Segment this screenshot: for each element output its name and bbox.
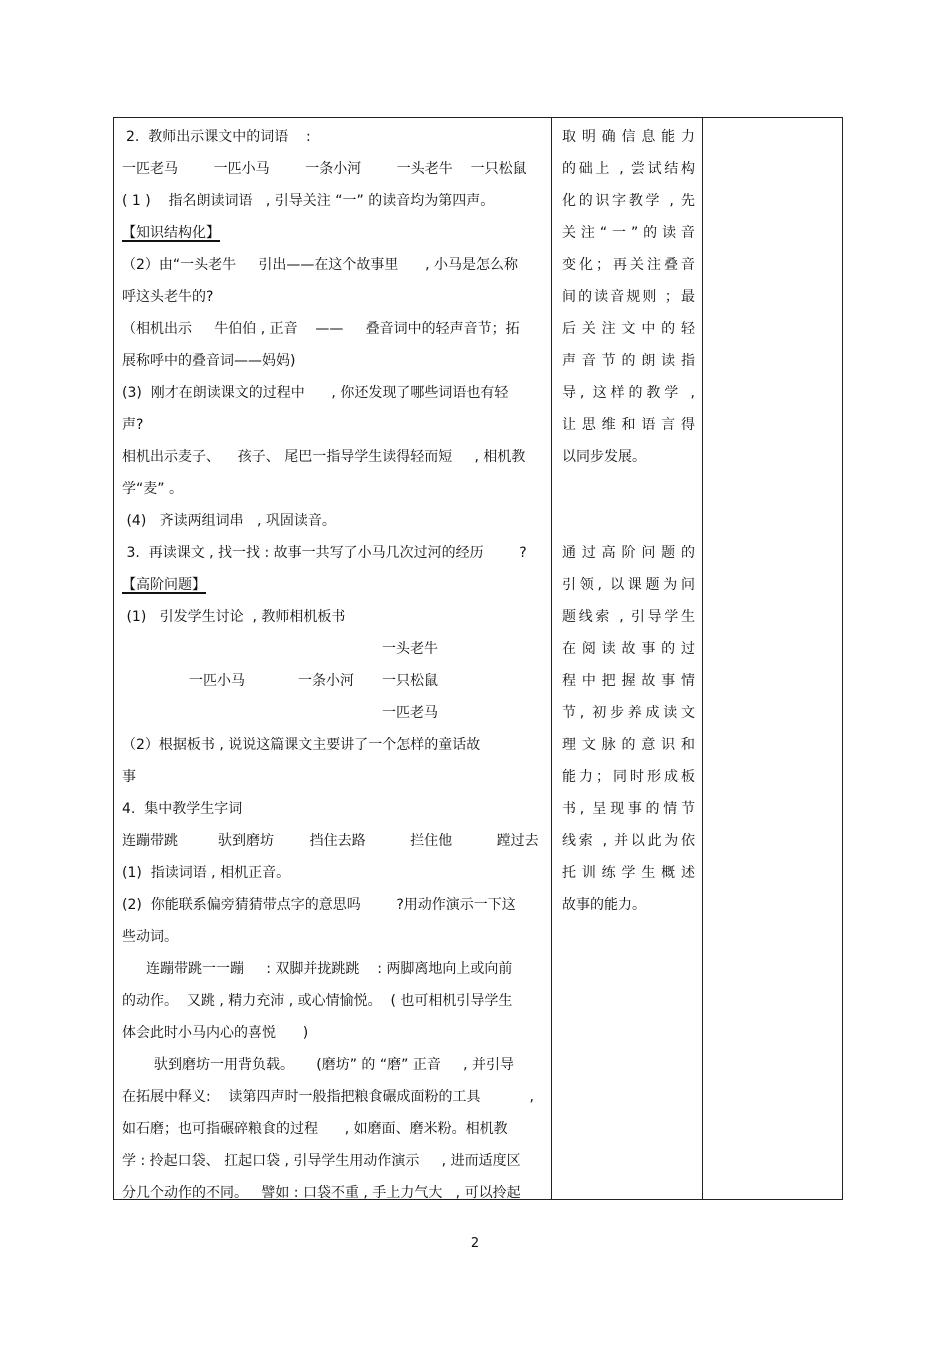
text-line: 一匹老马 — [382, 705, 438, 721]
page-number: 2 — [470, 1236, 480, 1251]
text-line: 呼这头老牛的? — [122, 289, 214, 305]
design-note-line: 引领, 以课题为问 — [562, 577, 695, 593]
text-line: 驮到磨坊一用背负载。 (磨坊” 的 “磨” 正音 , 并引导 — [154, 1057, 514, 1073]
design-note-line: 通过高阶问题的 — [562, 545, 695, 561]
design-note-line: 以同步发展。 — [562, 449, 646, 465]
text-line: 事 — [122, 769, 136, 785]
column-divider — [702, 118, 703, 1199]
text-line: 在拓展中释义: 读第四声时一般指把粮食碾成面粉的工具 , — [122, 1089, 534, 1105]
text-line: (1) 指读词语 , 相机正音。 — [122, 865, 291, 881]
text-line: (2) 你能联系偏旁猜猜带点字的意思吗 ?用动作演示一下这 — [122, 897, 516, 913]
text-line: (1) 引发学生讨论 , 教师相机板书 — [122, 609, 346, 625]
design-note-line: 化的识字教学 , 先 — [562, 193, 695, 209]
text-line: 连蹦带跳 驮到磨坊 挡住去路 拦住他 蹚过去 — [122, 833, 539, 849]
text-line: 一只松鼠 — [382, 673, 438, 689]
text-line: （2）由“一头老牛 引出——在这个故事里 , 小马是怎么称 — [122, 257, 519, 273]
section-heading: 【知识结构化】 — [122, 225, 220, 241]
text-line: 展称呼中的叠音词——妈妈) — [122, 353, 296, 369]
design-note-line: 关注“一”的读音 — [562, 225, 695, 241]
text-line: （2）根据板书 , 说说这篇课文主要讲了一个怎样的童话故 — [122, 737, 481, 753]
text-line: 体会此时小马内心的喜悦 ) — [122, 1025, 309, 1041]
column-divider — [551, 118, 552, 1199]
design-note-line: 间的读音规则 ；最 — [562, 289, 695, 305]
design-note-line: 题线索 , 引导学生 — [562, 609, 695, 625]
design-note-line: 导, 这样的教学 , — [562, 385, 695, 401]
text-line: 4. 集中教学生字词 — [122, 801, 243, 817]
text-line: (3) 刚才在朗读课文的过程中 , 你还发现了哪些词语也有轻 — [122, 385, 509, 401]
text-line: 分几个动作的不同。 譬如 : 口袋不重 , 手上力气大 , 可以拎起 — [122, 1185, 521, 1201]
design-note-line: 程中把握故事情 — [562, 673, 695, 689]
text-line: 学“麦” 。 — [122, 481, 183, 497]
design-note-line: 的础上 , 尝试结构 — [562, 161, 695, 177]
text-line: （相机出示 牛伯伯 , 正音 —— 叠音词中的轻声音节；拓 — [122, 321, 520, 337]
design-note-line: 变化；再关注叠音 — [562, 257, 695, 273]
design-note-line: 故事的能力。 — [562, 897, 646, 913]
design-note-line: 节, 初步养成读文 — [562, 705, 695, 721]
text-line: 一头老牛 — [382, 641, 438, 657]
text-line: 一条小河 — [298, 673, 354, 689]
design-note-line: 书, 呈现事的情节 — [562, 801, 695, 817]
design-note-line: 能力；同时形成板 — [562, 769, 695, 785]
text-line: 学 : 拎起口袋、 扛起口袋 , 引导学生用动作演示 , 进而适度区 — [122, 1153, 521, 1169]
text-line: 声? — [122, 417, 144, 433]
text-line: 一匹小马 — [189, 673, 245, 689]
design-note-line: 取明确信息能力 — [562, 129, 695, 145]
text-line: 2. 教师出示课文中的词语 : — [126, 129, 311, 145]
text-line: ( 1 ) 指名朗读词语 , 引导关注 “一” 的读音均为第四声。 — [122, 193, 495, 209]
text-line: 3. 再读课文 , 找一找 : 故事一共写了小马几次过河的经历 ? — [122, 545, 527, 561]
design-note-line: 理文脉的意识和 — [562, 737, 695, 753]
design-note-line: 让思维和语言得 — [562, 417, 695, 433]
design-note-line: 在阅读故事的过 — [562, 641, 695, 657]
text-line: 的动作。 又跳 , 精力充沛 , 或心情愉悦。 ( 也可相机引导学生 — [122, 993, 513, 1009]
text-line: 连蹦带跳一一蹦 : 双脚并拢跳跳 : 两脚离地向上或向前 — [146, 961, 513, 977]
design-note-line: 托训练学生概述 — [562, 865, 695, 881]
text-line: 如石磨；也可指碾碎粮食的过程 , 如磨面、磨米粉。相机教 — [122, 1121, 508, 1137]
text-line: 相机出示麦子、 孩子、 尾巴一指导学生读得轻而短 , 相机教 — [122, 449, 526, 465]
design-note-line: 线索 , 并以此为依 — [562, 833, 695, 849]
design-note-line: 后关注文中的轻 — [562, 321, 695, 337]
section-heading: 【高阶问题】 — [122, 577, 206, 593]
lesson-plan-table — [113, 117, 843, 1200]
text-line: (4) 齐读两组词串 , 巩固读音。 — [122, 513, 336, 529]
design-note-line: 声音节的朗读指 — [562, 353, 695, 369]
text-line: 些动词。 — [122, 929, 178, 945]
text-line: 一匹老马 一匹小马 一条小河 一头老牛 一只松鼠 — [122, 161, 527, 177]
